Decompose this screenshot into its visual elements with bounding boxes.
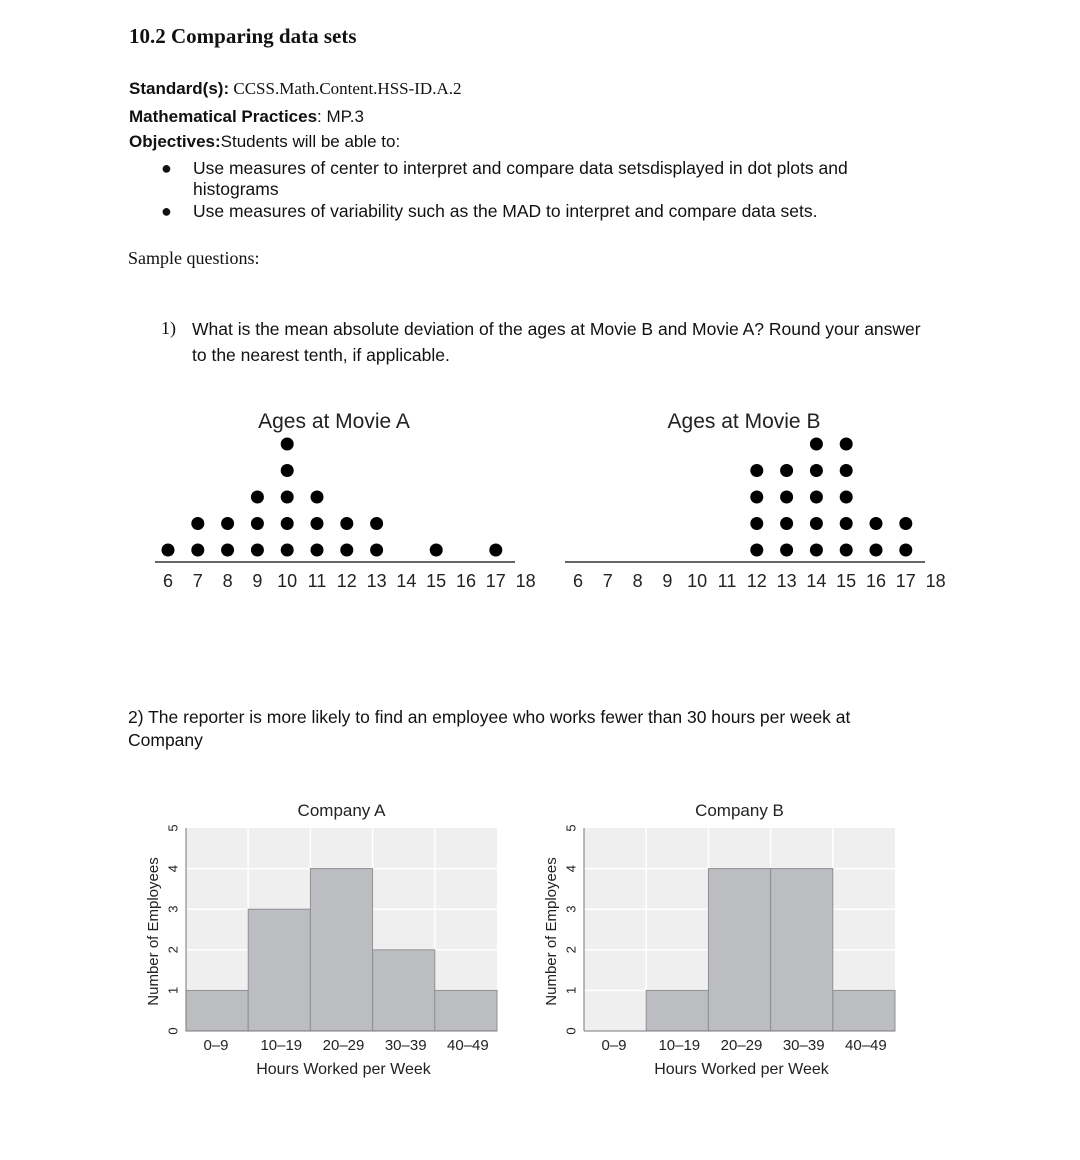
dot-plot-tick-label: 11 bbox=[307, 571, 327, 591]
document-title: 10.2 Comparing data sets bbox=[129, 24, 357, 48]
histogram-x-tick-label: 10–19 bbox=[260, 1037, 303, 1054]
histogram-title: Company B bbox=[695, 801, 784, 820]
dot-plot-title: Ages at Movie A bbox=[258, 410, 410, 433]
histogram-y-tick-label: 2 bbox=[165, 946, 181, 954]
histogram-y-tick-label: 4 bbox=[165, 864, 181, 873]
histogram-bar bbox=[186, 990, 248, 1031]
dot-plot-tick-label: 15 bbox=[426, 571, 447, 591]
dot-plot-dot bbox=[840, 517, 853, 530]
dot-plot-tick-label: 18 bbox=[925, 571, 946, 591]
question-1-text: What is the mean absolute deviation of the ages at Movie B and Movie A? Round your answer to the nearest tenth, if applicable. bbox=[192, 319, 921, 365]
dot-plot-dot bbox=[281, 544, 294, 557]
dot-plot-dot bbox=[810, 438, 823, 451]
dot-plot-dot bbox=[899, 544, 912, 557]
dot-plot-tick-label: 7 bbox=[602, 571, 613, 591]
histogram-y-tick-label: 1 bbox=[165, 986, 181, 995]
dot-plot-dot bbox=[251, 517, 264, 530]
dot-plot-dot bbox=[840, 464, 853, 477]
dot-plot-dot bbox=[780, 491, 793, 504]
practices-label: Mathematical Practices bbox=[129, 107, 318, 126]
dot-plot-dot bbox=[780, 544, 793, 557]
dot-plot-tick-label: 11 bbox=[717, 571, 737, 591]
histogram-company-b bbox=[538, 790, 918, 1090]
sample-questions-label: Sample questions: bbox=[128, 248, 260, 268]
dot-plot-dot bbox=[221, 544, 234, 557]
standards-value: CCSS.Math.Content.HSS-ID.A.2 bbox=[229, 79, 462, 98]
dot-plot-tick-label: 14 bbox=[396, 571, 417, 591]
dot-plot-dot bbox=[281, 464, 294, 477]
histogram-x-tick-label: 0–9 bbox=[203, 1037, 229, 1054]
dot-plot-dot bbox=[840, 544, 853, 557]
question-2-number: 2) bbox=[128, 707, 144, 727]
histogram-x-tick-label: 30–39 bbox=[782, 1037, 825, 1054]
dot-plot-tick-label: 8 bbox=[222, 571, 233, 591]
histogram-x-axis-label: Hours Worked per Week bbox=[256, 1061, 431, 1078]
dot-plot-tick-label: 9 bbox=[252, 571, 263, 591]
dot-plot-movie-a bbox=[150, 400, 536, 600]
dot-plot-dot bbox=[870, 517, 883, 530]
histogram-x-tick-label: 0–9 bbox=[601, 1037, 627, 1054]
objective-item: Use measures of variability such as the MAD to interpret and compare data sets. bbox=[193, 201, 818, 221]
dot-plot-tick-label: 17 bbox=[895, 571, 916, 591]
bullet-icon: ● bbox=[161, 201, 172, 221]
histogram-y-tick-label: 5 bbox=[165, 824, 181, 832]
histogram-y-tick-label: 3 bbox=[563, 905, 579, 913]
dot-plot-tick-label: 17 bbox=[485, 571, 506, 591]
dot-plot-tick-label: 13 bbox=[776, 571, 797, 591]
dot-plot-dot bbox=[281, 517, 294, 530]
dot-plot-dot bbox=[810, 464, 823, 477]
objective-item: Use measures of center to interpret and compare data setsdisplayed in dot plots and histograms bbox=[193, 158, 848, 199]
histogram-y-axis-label: Number of Employees bbox=[145, 857, 162, 1006]
dot-plot-dot bbox=[870, 544, 883, 557]
dot-plot-tick-label: 6 bbox=[162, 571, 174, 591]
dot-plot-dot bbox=[191, 544, 204, 557]
dot-plot-tick-label: 7 bbox=[192, 571, 203, 591]
histogram-x-tick-label: 10–19 bbox=[658, 1037, 701, 1054]
histogram-y-tick-label: 1 bbox=[563, 986, 579, 995]
question-2 bbox=[128, 706, 928, 752]
dot-plot-dot bbox=[221, 517, 234, 530]
histogram-x-axis-label: Hours Worked per Week bbox=[654, 1061, 829, 1078]
dot-plot-dot bbox=[750, 544, 763, 557]
dot-plot-dot bbox=[840, 438, 853, 451]
objectives-label: Objectives: bbox=[129, 132, 221, 151]
dot-plot-dot bbox=[489, 544, 502, 557]
dot-plot-dot bbox=[370, 517, 383, 530]
histogram-y-tick-label: 0 bbox=[563, 1027, 579, 1035]
dot-plot-dot bbox=[750, 464, 763, 477]
dot-plot-tick-label: 8 bbox=[632, 571, 643, 591]
histogram-x-tick-label: 20–29 bbox=[322, 1037, 365, 1054]
standards-line bbox=[129, 79, 462, 99]
question-2-text: The reporter is more likely to find an employee who works fewer than 30 hours per week at Company bbox=[128, 707, 851, 750]
histogram-y-axis-label: Number of Employees bbox=[543, 857, 560, 1006]
dot-plot-tick-label: 18 bbox=[515, 571, 536, 591]
dot-plot-dot bbox=[340, 517, 353, 530]
dot-plot-dot bbox=[251, 544, 264, 557]
question-1-number: 1) bbox=[161, 318, 176, 338]
histogram-bar bbox=[646, 990, 708, 1031]
dot-plot-dot bbox=[281, 438, 294, 451]
dot-plot-dot bbox=[899, 517, 912, 530]
dot-plot-tick-label: 6 bbox=[572, 571, 584, 591]
histogram-company-a bbox=[140, 790, 520, 1090]
dot-plot-dot bbox=[251, 491, 264, 504]
histogram-y-tick-label: 0 bbox=[165, 1027, 181, 1035]
dot-plot-tick-label: 9 bbox=[662, 571, 673, 591]
dot-plot-tick-label: 16 bbox=[865, 571, 887, 591]
dot-plot-dot bbox=[780, 464, 793, 477]
dot-plot-tick-label: 10 bbox=[277, 571, 298, 591]
dot-plot-movie-b bbox=[560, 400, 946, 600]
dot-plot-tick-label: 12 bbox=[746, 571, 767, 591]
histogram-y-tick-label: 4 bbox=[563, 864, 579, 873]
dot-plot-dot bbox=[810, 544, 823, 557]
histogram-bar bbox=[310, 869, 372, 1031]
dot-plot-tick-label: 10 bbox=[687, 571, 708, 591]
histogram-bar bbox=[833, 990, 895, 1031]
dot-plot-tick-label: 13 bbox=[366, 571, 387, 591]
dot-plot-tick-label: 12 bbox=[336, 571, 357, 591]
standards-label: Standard(s): bbox=[129, 79, 230, 98]
histogram-y-tick-label: 2 bbox=[563, 946, 579, 954]
histogram-bar bbox=[248, 909, 310, 1031]
dot-plot-dot bbox=[162, 544, 175, 557]
dot-plot-dot bbox=[311, 517, 324, 530]
dot-plot-dot bbox=[810, 517, 823, 530]
histogram-x-tick-label: 30–39 bbox=[384, 1037, 427, 1054]
dot-plot-dot bbox=[311, 491, 324, 504]
dot-plot-dot bbox=[340, 544, 353, 557]
dot-plot-title: Ages at Movie B bbox=[667, 410, 821, 433]
histogram-bar bbox=[373, 950, 435, 1031]
objectives-line bbox=[129, 132, 400, 152]
histogram-bar bbox=[708, 869, 770, 1031]
practices-line bbox=[129, 107, 364, 127]
dot-plot-dot bbox=[750, 517, 763, 530]
histogram-x-tick-label: 40–49 bbox=[447, 1037, 489, 1054]
histogram-bar bbox=[435, 990, 497, 1031]
dot-plot-dot bbox=[780, 517, 793, 530]
dot-plot-dot bbox=[430, 544, 443, 557]
histogram-bar bbox=[771, 869, 833, 1031]
dot-plot-dot bbox=[750, 491, 763, 504]
histogram-x-tick-label: 40–49 bbox=[845, 1037, 887, 1054]
practices-value: : MP.3 bbox=[317, 107, 364, 126]
dot-plot-tick-label: 15 bbox=[836, 571, 857, 591]
histogram-y-tick-label: 5 bbox=[563, 824, 579, 832]
objectives-value: Students will be able to: bbox=[220, 132, 401, 151]
dot-plot-dot bbox=[281, 491, 294, 504]
histogram-title: Company A bbox=[297, 801, 386, 820]
dot-plot-dot bbox=[810, 491, 823, 504]
dot-plot-dot bbox=[370, 544, 383, 557]
bullet-icon: ● bbox=[161, 158, 172, 178]
dot-plot-dot bbox=[840, 491, 853, 504]
dot-plot-tick-label: 16 bbox=[455, 571, 477, 591]
histogram-y-tick-label: 3 bbox=[165, 905, 181, 913]
histogram-x-tick-label: 20–29 bbox=[720, 1037, 763, 1054]
dot-plot-dot bbox=[191, 517, 204, 530]
dot-plot-dot bbox=[311, 544, 324, 557]
dot-plot-tick-label: 14 bbox=[806, 571, 827, 591]
